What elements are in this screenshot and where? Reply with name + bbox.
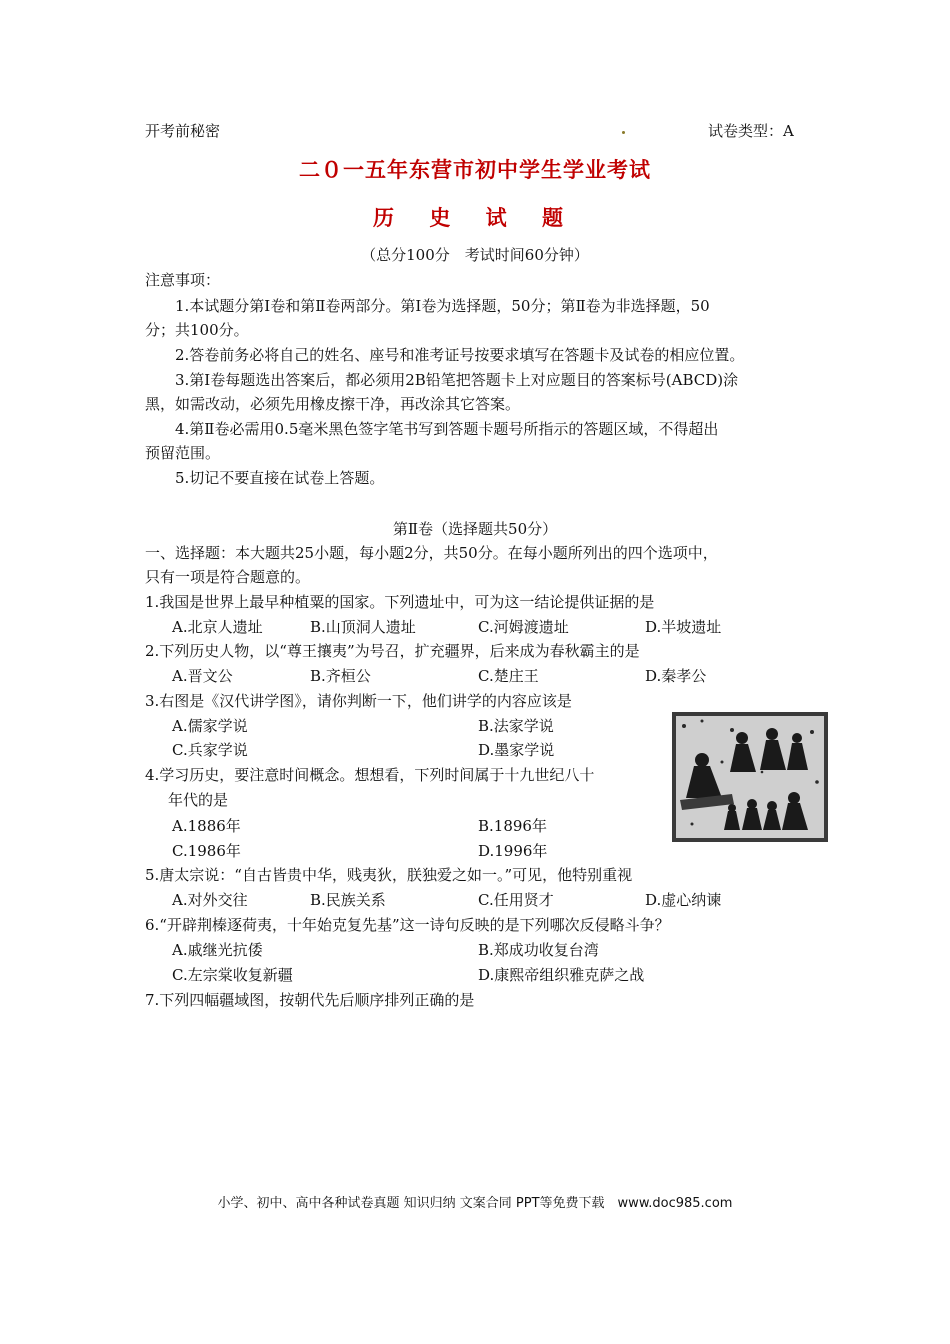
- question-5-option-d: D.虚心纳谏: [645, 891, 722, 909]
- question-3-option-c: C.兵家学说: [172, 741, 248, 759]
- exam-info: （总分100分 考试时间60分钟）: [361, 246, 589, 264]
- question-4-stem: 4.学习历史，要注意时间概念。想想看，下列时间属于十九世纪八十: [145, 766, 595, 784]
- question-2-option-c: C.楚庄王: [478, 667, 539, 685]
- question-1-option-d: D.半坡遗址: [645, 618, 722, 636]
- han-lecture-image: [672, 712, 828, 842]
- question-1-option-b: B.山顶洞人遗址: [310, 618, 416, 636]
- question-6-option-c: C.左宗棠收复新疆: [172, 966, 293, 984]
- question-2-option-d: D.秦孝公: [645, 667, 707, 685]
- question-3-option-d: D.墨家学说: [478, 741, 555, 759]
- question-1-option-a: A.北京人遗址: [172, 618, 263, 636]
- question-2-option-b: B.齐桓公: [310, 667, 371, 685]
- question-3-option-a: A.儒家学说: [172, 717, 248, 735]
- notes-heading: 注意事项：: [145, 271, 221, 289]
- section-title: 第Ⅱ卷（选择题共50分）: [392, 520, 558, 538]
- note-line: 3.第Ⅰ卷每题选出答案后，都必须用2B铅笔把答题卡上对应题目的答案标号(ABCD)涂: [175, 371, 739, 389]
- note-line: 4.第Ⅱ卷必需用0.5毫米黑色签字笔书写到答题卡题号所指示的答题区域，不得超出: [175, 420, 719, 438]
- footer-text: 小学、初中、高中各种试卷真题 知识归纳 文案合同 PPT等免费下载 www.doc985.com: [217, 1196, 733, 1211]
- question-5-stem: 5.唐太宗说：“自古皆贵中华，贱夷狄，朕独爱之如一。”可见，他特别重视: [145, 866, 633, 884]
- note-line: 预留范围。: [145, 444, 221, 462]
- note-line: 2.答卷前务必将自己的姓名、座号和准考证号按要求填写在答题卡及试卷的相应位置。: [175, 346, 745, 364]
- question-4-option-b: B.1896年: [478, 817, 547, 835]
- question-3-option-b: B.法家学说: [478, 717, 554, 735]
- question-6-stem: 6.“开辟荆榛逐荷夷，十年始克复先基”这一诗句反映的是下列哪次反侵略斗争？: [145, 916, 670, 934]
- engraving-illustration: [672, 712, 828, 842]
- note-line: 黑，如需改动，必须先用橡皮擦干净，再改涂其它答案。: [145, 395, 521, 413]
- question-4-option-d: D.1996年: [478, 842, 548, 860]
- question-6-option-a: A.戚继光抗倭: [172, 941, 263, 959]
- note-line: 分；共100分。: [145, 321, 249, 339]
- question-3-stem: 3.右图是《汉代讲学图》，请你判断一下，他们讲学的内容应该是: [145, 692, 572, 710]
- exam-title: 二０一五年东营市初中学生学业考试: [299, 157, 651, 182]
- question-1-option-c: C.河姆渡遗址: [478, 618, 569, 636]
- question-5-option-a: A.对外交往: [172, 891, 248, 909]
- question-6-option-b: B.郑成功收复台湾: [478, 941, 599, 959]
- section-intro-line: 只有一项是符合题意的。: [145, 568, 311, 586]
- question-7-stem: 7.下列四幅疆域图，按朝代先后顺序排列正确的是: [145, 991, 475, 1009]
- question-5-option-b: B.民族关系: [310, 891, 386, 909]
- header-right: 试卷类型：A: [708, 122, 794, 140]
- decorative-dot: [622, 131, 625, 134]
- question-2-stem: 2.下列历史人物，以“尊王攘夷”为号召，扩充疆界，后来成为春秋霸主的是: [145, 642, 640, 660]
- question-1-stem: 1.我国是世界上最早种植粟的国家。下列遗址中，可为这一结论提供证据的是: [145, 593, 655, 611]
- note-line: 1.本试题分第Ⅰ卷和第Ⅱ卷两部分。第Ⅰ卷为选择题，50分；第Ⅱ卷为非选择题，50: [175, 297, 710, 315]
- note-line: 5.切记不要直接在试卷上答题。: [175, 469, 385, 487]
- question-6-option-d: D.康熙帝组织雅克萨之战: [478, 966, 645, 984]
- header-left: 开考前秘密: [145, 122, 221, 140]
- question-4-option-c: C.1986年: [172, 842, 241, 860]
- question-4-stem-cont: 年代的是: [168, 791, 229, 809]
- exam-subtitle: 历 史 试 题: [373, 205, 577, 230]
- question-5-option-c: C.任用贤才: [478, 891, 554, 909]
- question-2-option-a: A.晋文公: [172, 667, 233, 685]
- question-4-option-a: A.1886年: [172, 817, 241, 835]
- section-intro-line: 一、选择题：本大题共25小题，每小题2分，共50分。在每小题所列出的四个选项中，: [145, 544, 718, 562]
